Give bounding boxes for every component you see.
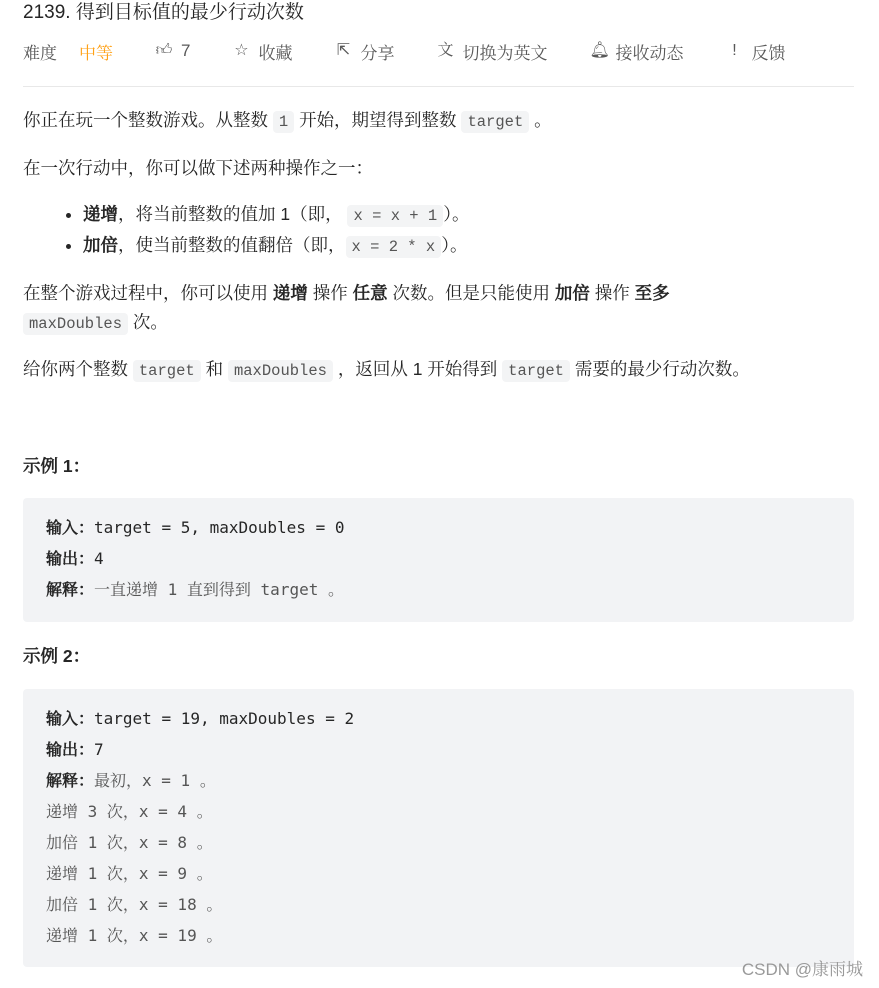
share-label: 分享 (360, 43, 395, 63)
example-line (46, 703, 831, 734)
example-line (46, 827, 831, 858)
example-line (46, 889, 831, 920)
example-line (46, 574, 831, 605)
difficulty-badge: 中等 (79, 43, 113, 63)
feedback-button[interactable] (725, 39, 785, 64)
switch-language-button[interactable] (436, 39, 547, 64)
share-icon: ⇱ (336, 42, 351, 59)
favorite-button[interactable] (232, 39, 292, 64)
share-button[interactable] (334, 39, 394, 64)
example-1-block (23, 498, 854, 622)
example-line-value: 递增 1 次，x = 19 。 (46, 926, 223, 945)
example-line (46, 920, 831, 951)
example-line-value: 加倍 1 次，x = 8 。 (46, 833, 213, 852)
example-line (46, 543, 831, 574)
subscribe-label: 接收动态 (615, 43, 684, 63)
example-line-value: 加倍 1 次，x = 18 。 (46, 895, 223, 914)
example-line-key: 解释： (46, 580, 95, 599)
desc-p1: 你正在玩一个整数游戏。从整数 1 开始，期望得到整数 target 。 (23, 110, 552, 131)
feedback-label: 反馈 (751, 43, 786, 63)
desc-p2: 在一次行动中，你可以做下述两种操作之一： (23, 158, 373, 178)
example-line-key: 输入： (46, 518, 95, 537)
operation-list (23, 200, 469, 262)
example-line-value: 4 (94, 549, 104, 568)
like-count: 7 (181, 41, 191, 60)
divider (23, 86, 854, 87)
switch-language-label: 切换为英文 (462, 43, 548, 63)
example-line-value: 7 (94, 740, 104, 759)
desc-p3: 在整个游戏过程中，你可以使用 递增 操作 任意 次数。但是只能使用 加倍 操作 至多 maxDoubles 次。 (23, 283, 670, 333)
example-line-value: 最初，x = 1 。 (94, 771, 216, 790)
example-line-key: 输出： (46, 549, 95, 568)
like-button[interactable] (155, 41, 190, 61)
example-line-value: 递增 1 次，x = 9 。 (46, 864, 213, 883)
thumbs-up-icon: 👍︎ (155, 42, 173, 59)
example-line (46, 512, 831, 543)
bell-icon: 🔔︎ (589, 42, 610, 59)
example-2-label: 示例 2： (23, 646, 91, 666)
example-line (46, 796, 831, 827)
example-line-value: target = 5, maxDoubles = 0 (94, 518, 345, 537)
example-1-label: 示例 1： (23, 456, 91, 476)
page-title: 2139. 得到目标值的最少行动次数 (23, 2, 304, 23)
meta-bar (23, 38, 827, 64)
difficulty-label: 难度 (23, 43, 57, 63)
watermark: CSDN @康雨城 (741, 960, 863, 979)
difficulty (23, 39, 113, 64)
favorite-label: 收藏 (258, 43, 293, 63)
example-line-key: 输入： (46, 709, 95, 728)
star-icon: ☆ (234, 42, 249, 59)
example-line (46, 765, 831, 796)
list-item: • 加倍，使当前整数的值翻倍（即， x = 2 * x ）。 (83, 231, 469, 262)
subscribe-button[interactable] (589, 39, 683, 64)
example-2-block (23, 689, 854, 967)
example-line-key: 输出： (46, 740, 95, 759)
translate-icon: 文 (437, 42, 454, 59)
example-line (46, 858, 831, 889)
feedback-icon: ! (732, 42, 737, 59)
example-line (46, 734, 831, 765)
example-line-key: 解释： (46, 771, 95, 790)
desc-p4: 给你两个整数 target 和 maxDoubles ，返回从 1 开始得到 target 需要的最少行动次数。 (23, 359, 750, 380)
example-line-value: 递增 3 次，x = 4 。 (46, 802, 213, 821)
list-item: • 递增，将当前整数的值加 1（即， x = x + 1 ）。 (83, 200, 469, 231)
example-line-value: target = 19, maxDoubles = 2 (94, 709, 355, 728)
example-line-value: 一直递增 1 直到得到 target 。 (94, 580, 344, 599)
